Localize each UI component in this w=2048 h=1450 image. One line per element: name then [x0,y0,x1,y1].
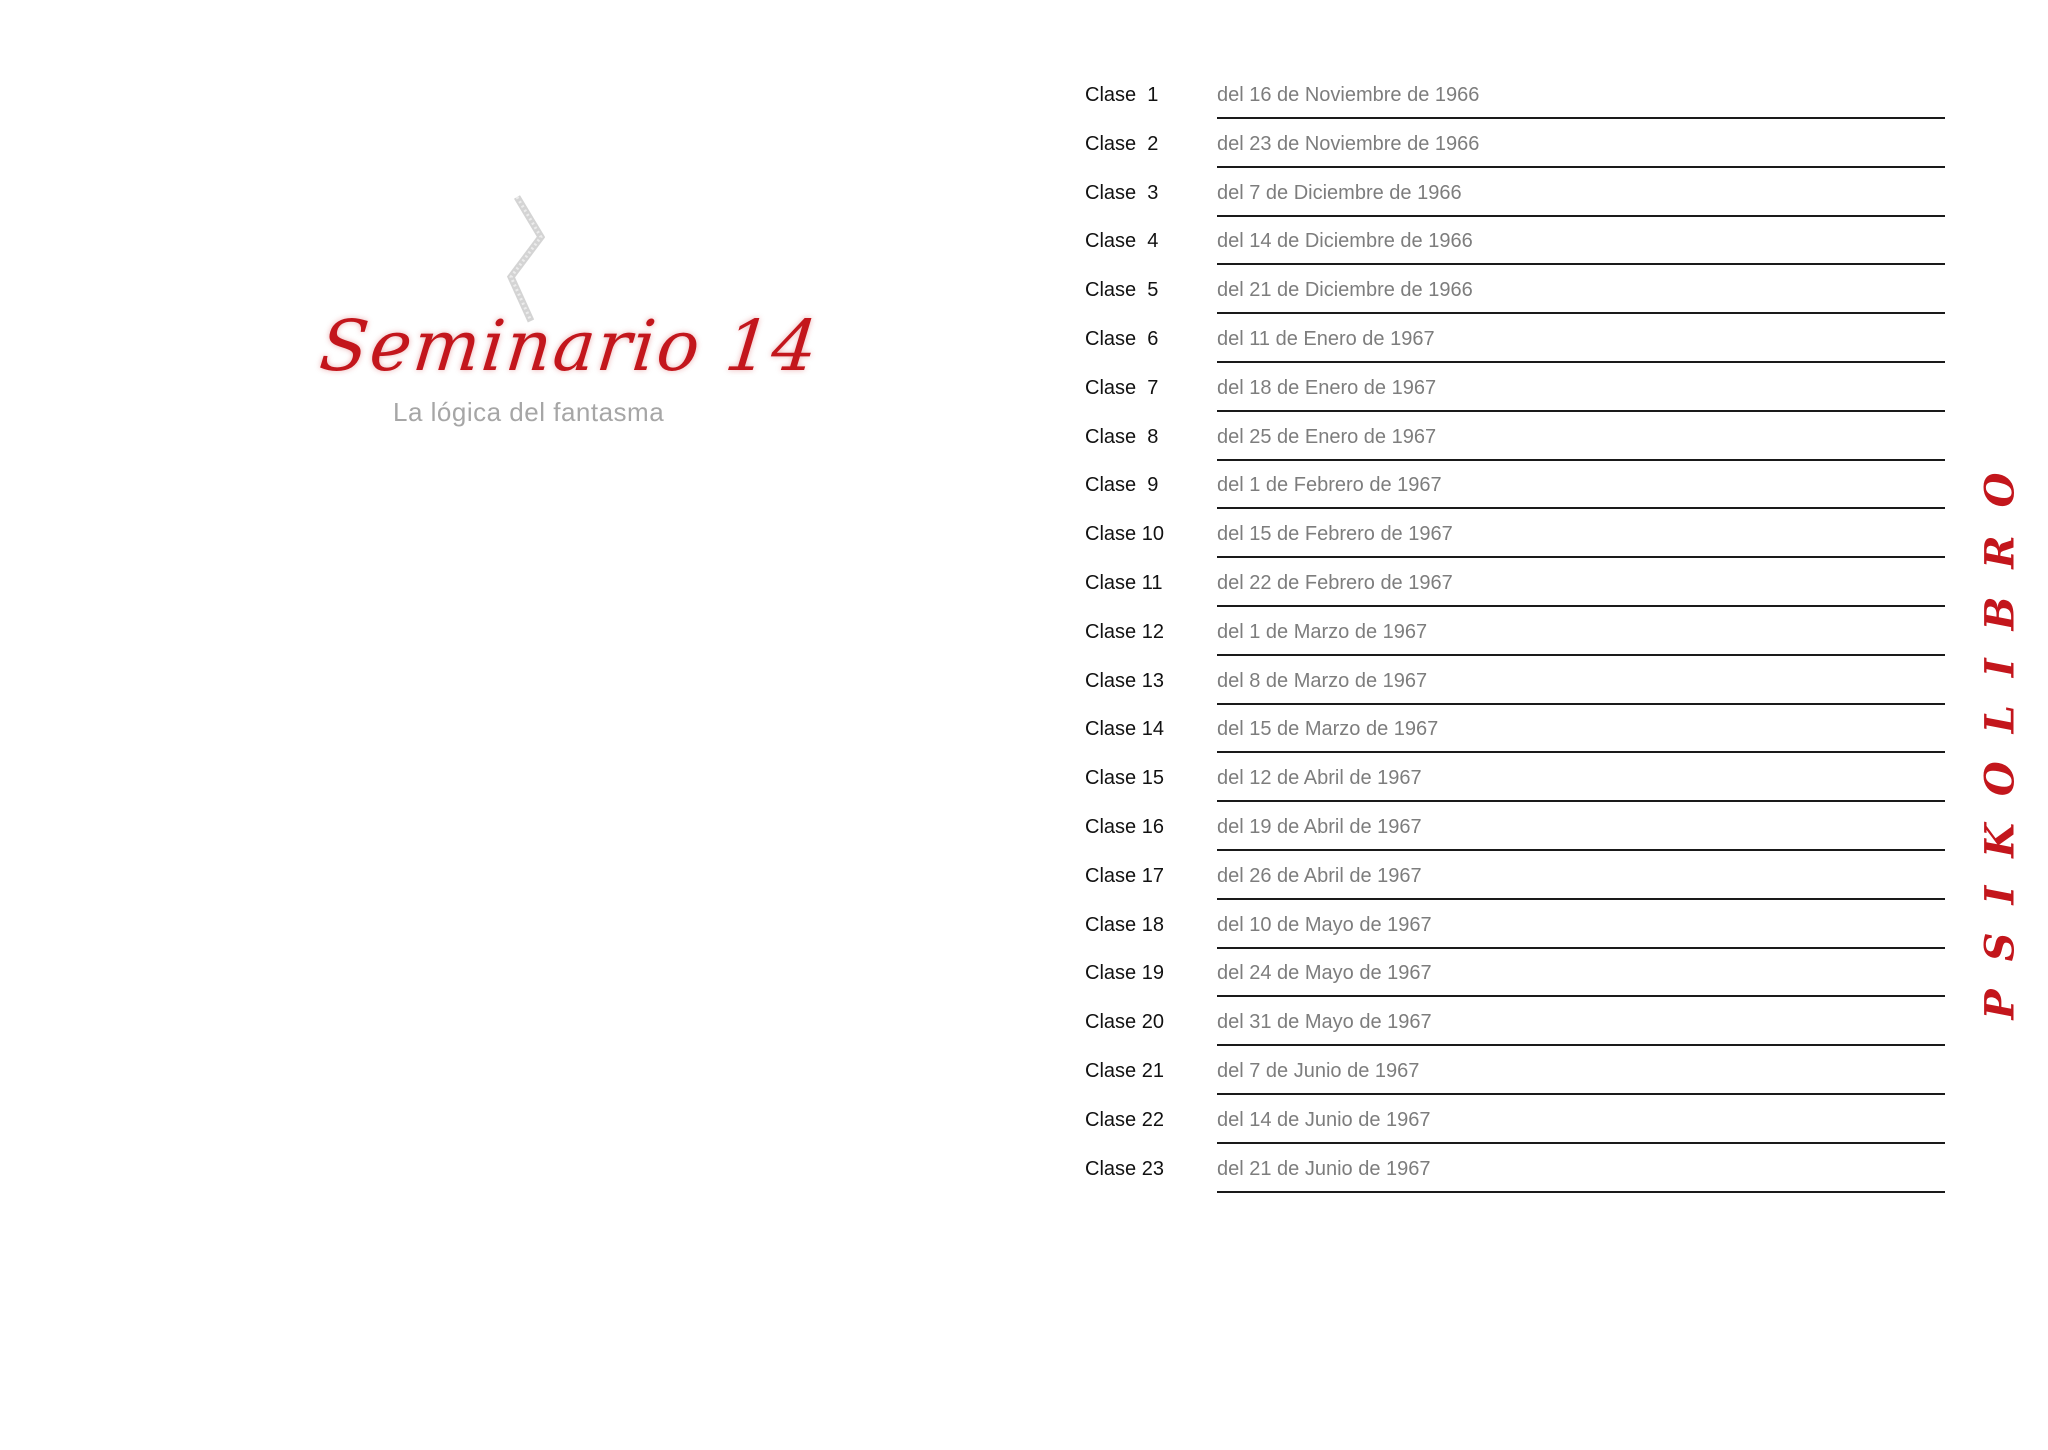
class-row [1085,422,1945,471]
seminar-title: Seminario 14 [316,305,824,387]
class-label: Clase 11 [1085,571,1163,594]
underline-divider [1217,605,1945,607]
class-row [1085,324,1945,373]
class-label: Clase 3 [1085,181,1159,204]
class-row [1085,178,1945,227]
class-row [1085,1154,1945,1203]
class-date: del 1 de Febrero de 1967 [1217,474,1442,497]
class-label: Clase 19 [1085,962,1164,985]
underline-divider [1217,263,1945,265]
class-label: Clase 16 [1085,815,1164,838]
class-date: del 23 de Noviembre de 1966 [1217,132,1480,155]
class-date: del 14 de Junio de 1967 [1217,1108,1431,1131]
class-label: Clase 13 [1085,669,1164,692]
class-date: del 16 de Noviembre de 1966 [1217,84,1480,106]
class-row [1085,568,1945,617]
class-label: Clase 21 [1085,1059,1164,1082]
underline-divider [1217,800,1945,802]
class-row [1085,1007,1945,1056]
underline-divider [1217,1142,1945,1144]
underline-divider [1217,459,1945,461]
underline-divider [1217,654,1945,656]
class-row [1085,470,1945,519]
class-label: Clase 10 [1085,523,1164,546]
brand-text: PSIKOLIBRO [1976,444,2024,1020]
underline-divider [1217,849,1945,851]
class-label: Clase 15 [1085,767,1164,790]
underline-divider [1217,166,1945,168]
underline-divider [1217,507,1945,509]
underline-divider [1217,312,1945,314]
class-label: Clase 20 [1085,1011,1164,1034]
class-label: Clase 1 [1085,84,1159,106]
brand-vertical [1960,444,2040,1020]
underline-divider [1217,410,1945,412]
class-date: del 18 de Enero de 1967 [1217,376,1437,399]
class-date: del 15 de Marzo de 1967 [1217,718,1439,741]
class-label: Clase 18 [1085,913,1164,936]
class-row [1085,714,1945,763]
class-date: del 22 de Febrero de 1967 [1217,571,1453,594]
class-row [1085,763,1945,812]
underline-divider [1217,1093,1945,1095]
class-row [1085,861,1945,910]
class-row [1085,910,1945,959]
class-list [1085,80,1945,1202]
class-date: del 31 de Mayo de 1967 [1217,1011,1432,1034]
class-row [1085,129,1945,178]
class-label: Clase 4 [1085,230,1159,253]
class-date: del 19 de Abril de 1967 [1217,815,1422,838]
underline-divider [1217,117,1945,119]
class-date: del 26 de Abril de 1967 [1217,864,1422,887]
class-date: del 8 de Marzo de 1967 [1217,669,1428,692]
class-row [1085,617,1945,666]
class-date: del 15 de Febrero de 1967 [1217,523,1453,546]
class-label: Clase 14 [1085,718,1164,741]
class-date: del 25 de Enero de 1967 [1217,425,1437,448]
underline-divider [1217,215,1945,217]
underline-divider [1217,361,1945,363]
class-date: del 24 de Mayo de 1967 [1217,962,1432,985]
class-date: del 21 de Junio de 1967 [1217,1157,1431,1180]
class-row [1085,519,1945,568]
underline-divider [1217,995,1945,997]
class-row [1085,80,1945,129]
class-row [1085,1056,1945,1105]
class-label: Clase 5 [1085,279,1159,302]
class-label: Clase 2 [1085,132,1159,155]
class-date: del 7 de Junio de 1967 [1217,1059,1420,1082]
underline-divider [1217,947,1945,949]
class-row [1085,666,1945,715]
title-block [300,185,824,445]
underline-divider [1217,1044,1945,1046]
class-date: del 12 de Abril de 1967 [1217,767,1422,790]
underline-divider [1217,556,1945,558]
class-row [1085,1105,1945,1154]
seminar-subtitle: La lógica del fantasma [393,397,665,427]
class-label: Clase 17 [1085,864,1164,887]
class-date: del 1 de Marzo de 1967 [1217,620,1428,643]
class-label: Clase 23 [1085,1157,1164,1180]
underline-divider [1217,751,1945,753]
underline-divider [1217,1191,1945,1193]
class-row [1085,275,1945,324]
class-date: del 10 de Mayo de 1967 [1217,913,1432,936]
class-row [1085,958,1945,1007]
class-date: del 7 de Diciembre de 1966 [1217,181,1462,204]
class-date: del 14 de Diciembre de 1966 [1217,230,1473,253]
class-row [1085,373,1945,422]
class-label: Clase 8 [1085,425,1159,448]
class-label: Clase 22 [1085,1108,1164,1131]
underline-divider [1217,703,1945,705]
class-date: del 21 de Diciembre de 1966 [1217,279,1473,302]
class-date: del 11 de Enero de 1967 [1217,327,1435,350]
class-row [1085,226,1945,275]
underline-divider [1217,898,1945,900]
class-label: Clase 7 [1085,376,1159,399]
class-label: Clase 9 [1085,474,1159,497]
class-row [1085,812,1945,861]
class-label: Clase 12 [1085,620,1164,643]
class-label: Clase 6 [1085,327,1159,350]
